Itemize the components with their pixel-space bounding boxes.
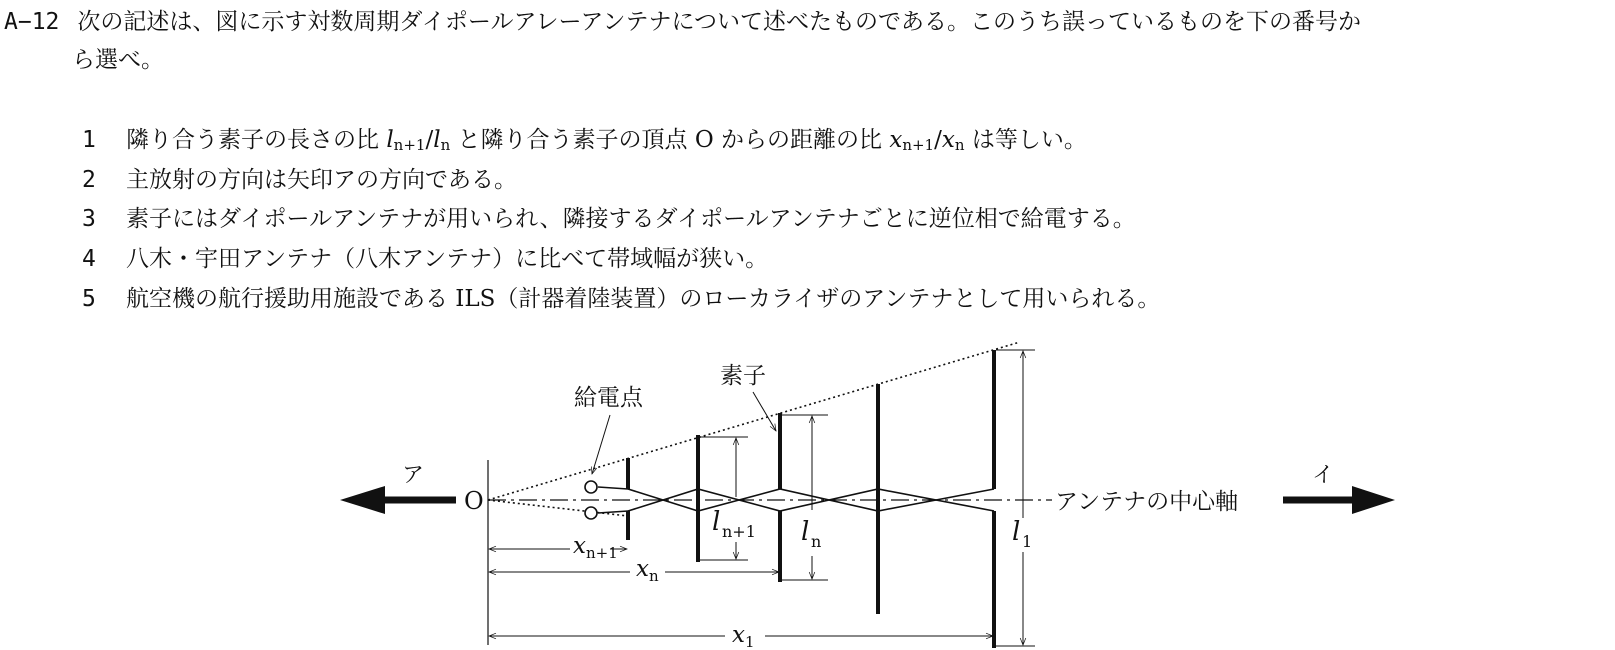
choice-text: 素子にはダイポールアンテナが用いられ、隣接するダイポールアンテナごとに逆位相で給電する。 xyxy=(126,206,1136,232)
subscript: n+1 xyxy=(902,136,935,154)
choice-number: 2 xyxy=(82,167,96,193)
l-1-sub: 1 xyxy=(1022,532,1033,551)
element-leader xyxy=(753,392,776,431)
x-n-label: x xyxy=(636,556,649,582)
question-line-1: 次の記述は、図に示す対数周期ダイポールアレーアンテナについて述べたものである。このうち誤っているものを下の番号か xyxy=(77,9,1362,35)
choice-text: 主放射の方向は矢印アの方向である。 xyxy=(126,167,517,193)
choice-number: 4 xyxy=(82,246,96,272)
question-line-2: ら選べ。 xyxy=(72,47,164,73)
axis-label: アンテナの中心軸 xyxy=(1055,489,1239,515)
choice-text: は等しい。 xyxy=(964,127,1087,153)
feed-point-label: 給電点 xyxy=(574,385,643,411)
feed-point-upper xyxy=(585,481,597,493)
dim-l-1 xyxy=(996,350,1035,646)
l-n-label: l xyxy=(801,517,810,547)
envelope-bottom xyxy=(488,500,628,516)
l-n1-sub: n+1 xyxy=(722,522,756,541)
subscript: n+1 xyxy=(393,136,426,154)
choice-text: と隣り合う素子の頂点 O からの距離の比 xyxy=(450,127,890,153)
arrow-i-label: イ xyxy=(1312,463,1335,488)
dim-l-n1 xyxy=(700,437,748,560)
arrow-i xyxy=(1283,486,1395,514)
feed-point-lower xyxy=(585,507,597,519)
element-label: 素子 xyxy=(720,363,766,389)
var-x: x xyxy=(941,127,955,153)
var-x: x xyxy=(889,127,903,153)
choice-text: 八木・宇田アンテナ（八木アンテナ）に比べて帯域幅が狭い。 xyxy=(126,246,769,272)
arrow-a-label: ア xyxy=(402,463,425,488)
var-l: l xyxy=(433,127,441,153)
choice-number: 3 xyxy=(82,206,96,232)
choice-text: 航空機の航行援助用施設である ILS（計器着陸装置）のローカライザのアンテナとして用いられる。 xyxy=(126,286,1161,312)
arrow-a xyxy=(340,486,456,514)
choice-number: 1 xyxy=(82,127,96,153)
var-l: l xyxy=(386,127,394,153)
question-number: A−12 xyxy=(4,9,60,35)
x-n1-sub: n+1 xyxy=(586,544,618,562)
l-n-sub: n xyxy=(811,532,822,551)
choice-number: 5 xyxy=(82,286,96,312)
choice-text: 隣り合う素子の長さの比 xyxy=(126,127,387,153)
slash: / xyxy=(425,127,434,153)
slash: / xyxy=(934,127,942,153)
origin-label: O xyxy=(464,487,484,515)
x-n-sub: n xyxy=(649,567,659,585)
l-n1-label: l xyxy=(712,507,721,537)
l-1-label: l xyxy=(1012,517,1021,547)
x-1-label: x xyxy=(732,622,745,648)
x-1-sub: 1 xyxy=(745,633,755,650)
subscript: n xyxy=(954,136,965,154)
x-n1-label: x xyxy=(573,533,586,559)
feed-point-leader xyxy=(592,415,610,474)
subscript: n xyxy=(440,136,451,154)
